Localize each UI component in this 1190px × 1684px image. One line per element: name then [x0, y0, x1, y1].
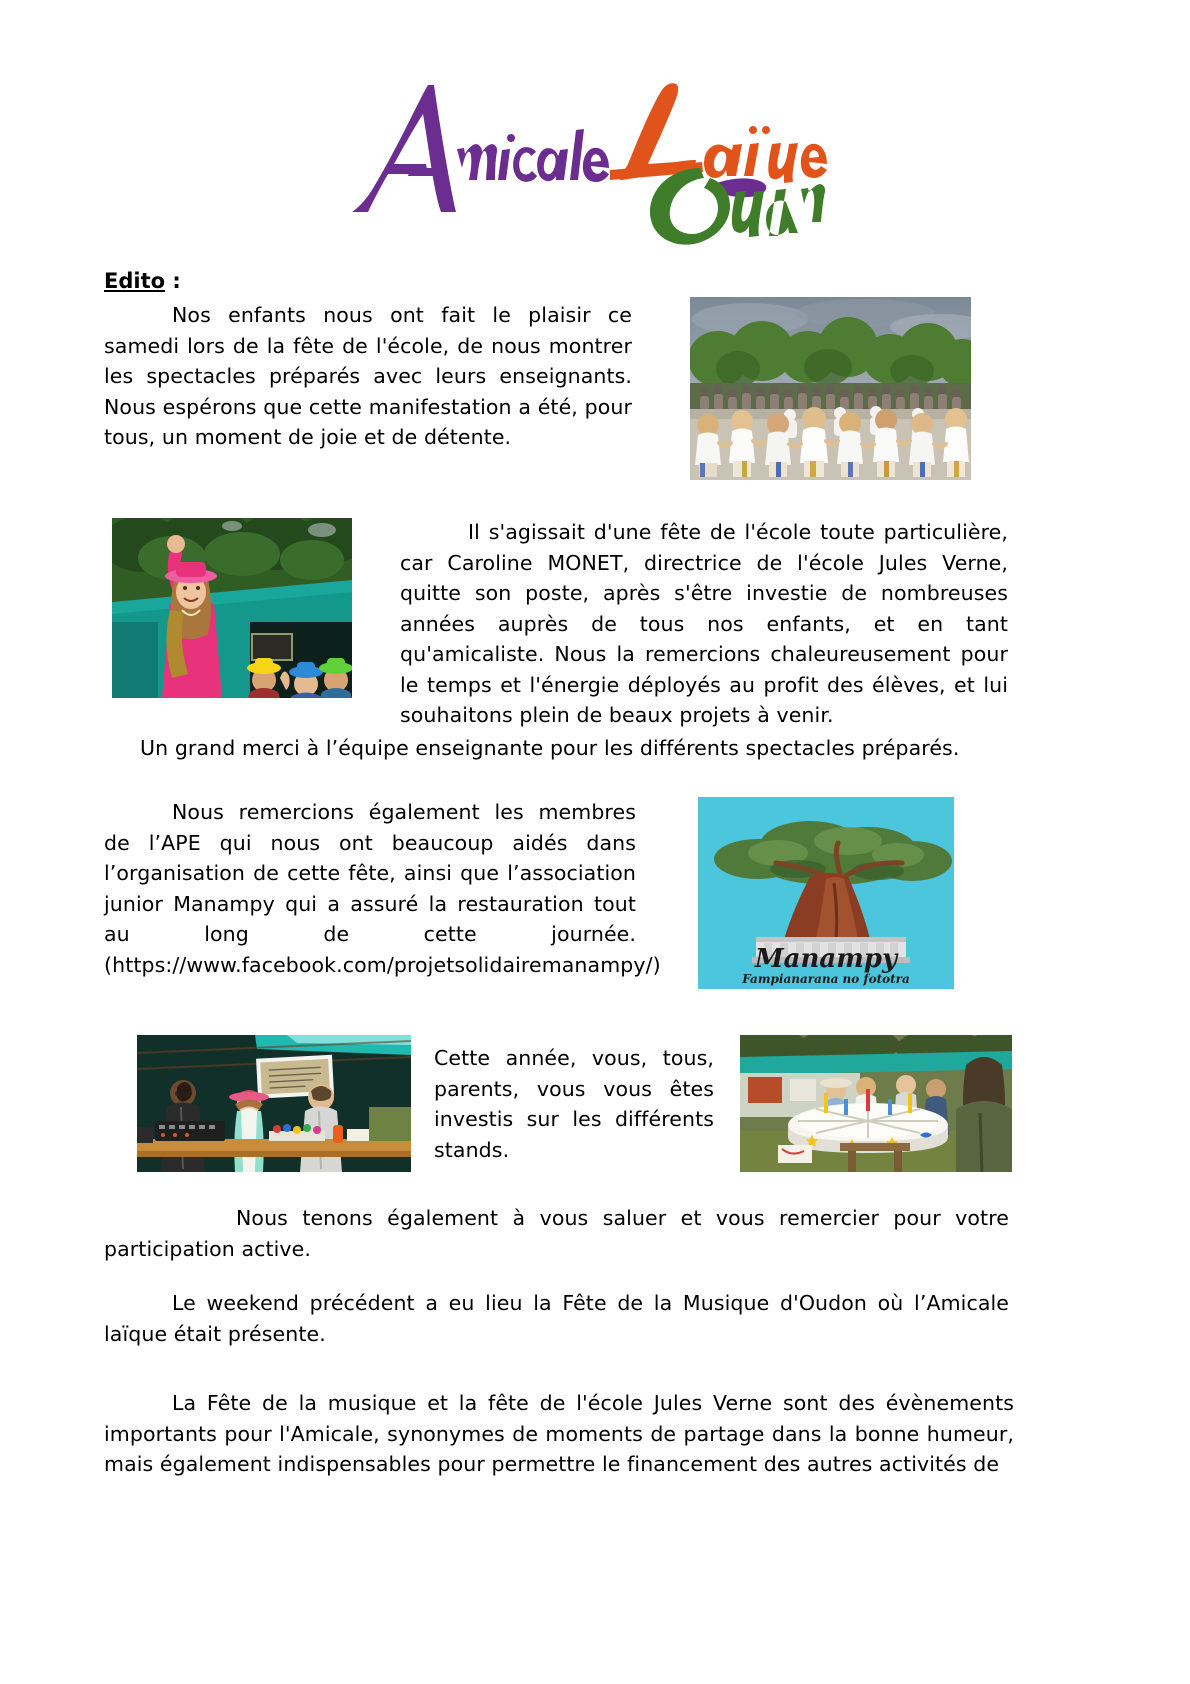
logo-word-amicale — [457, 129, 609, 182]
photo-volunteers-stand — [137, 1035, 411, 1172]
edito-label: Edito — [104, 269, 166, 293]
photo-children-dancing — [690, 297, 971, 480]
paragraph-text: Un grand merci à l’équipe enseignante pour les différents spectacles préparés. — [140, 736, 960, 760]
paragraph-text: Nous tenons également à vous saluer et vous remercier pour votre participation active. — [104, 1206, 1009, 1261]
paragraph-ape-manampy — [104, 797, 661, 980]
logo-letter-l-icon — [610, 83, 703, 180]
edito-colon: : — [165, 269, 181, 293]
paragraph-edito-intro — [104, 300, 632, 453]
paragraph-text: La Fête de la musique et la fête de l'école Jules Verne sont des évènements importants pour l'Amicale, synonymes de moments de partage dans la bonne humeur, mais également indispensables pour permettre le financement des autres activités de — [104, 1391, 1014, 1476]
paragraph-text: Nous remercions également les membres de l’APE qui nous ont beaucoup aidés dans l’organisation de cette fête, ainsi que l’association junior Manampy qui a assuré la restauration tout au long de cette journée. (https://www.facebook.com/projetsolidairemanampy/) — [104, 800, 661, 977]
page-title — [104, 268, 181, 294]
paragraph-stands — [434, 1043, 714, 1165]
paragraph-text: Il s'agissait d'une fête de l'école toute particulière, car Caroline MONET, directrice de l'école Jules Verne, quitte son poste, après s'être investie de nombreuses années auprès de tous nos enfants, et en tant qu'amicaliste. Nous la remercions chaleureusement pour le temps et l'énergie déployés au profit des élèves, et lui souhaitons plein de beaux projets à venir. — [400, 520, 1008, 727]
paragraph-text: Le weekend précédent a eu lieu la Fête de la Musique d'Oudon où l’Amicale laïque était présente. — [104, 1291, 1009, 1346]
manampy-title-text: Manampy — [754, 944, 898, 974]
paragraph-participation — [104, 1203, 1009, 1264]
logo-word-laique — [704, 126, 827, 183]
manampy-subtitle-text: Fampianarana no fototra — [742, 972, 910, 986]
paragraph-merci-equipe — [104, 733, 1009, 764]
amicale-laique-oudon-logo — [310, 72, 830, 247]
paragraph-text: Cette année, vous, tous, parents, vous vous êtes investis sur les différents stands. — [434, 1046, 714, 1162]
photo-game-stand — [740, 1035, 1012, 1172]
paragraph-text: Nos enfants nous ont fait le plaisir ce samedi lors de la fête de l'école, de nous montrer les spectacles préparés avec leurs enseignants. Nous espérons que cette manifestation a été, pour tous, un moment de joie et de détente. — [104, 303, 632, 449]
paragraph-fete-musique — [104, 1288, 1009, 1349]
paragraph-caroline-monet — [400, 517, 1008, 731]
paragraph-evenements — [104, 1388, 1014, 1480]
logo-letter-a-icon — [352, 85, 456, 212]
photo-manampy-logo — [698, 797, 954, 989]
photo-woman-waving — [112, 518, 352, 698]
